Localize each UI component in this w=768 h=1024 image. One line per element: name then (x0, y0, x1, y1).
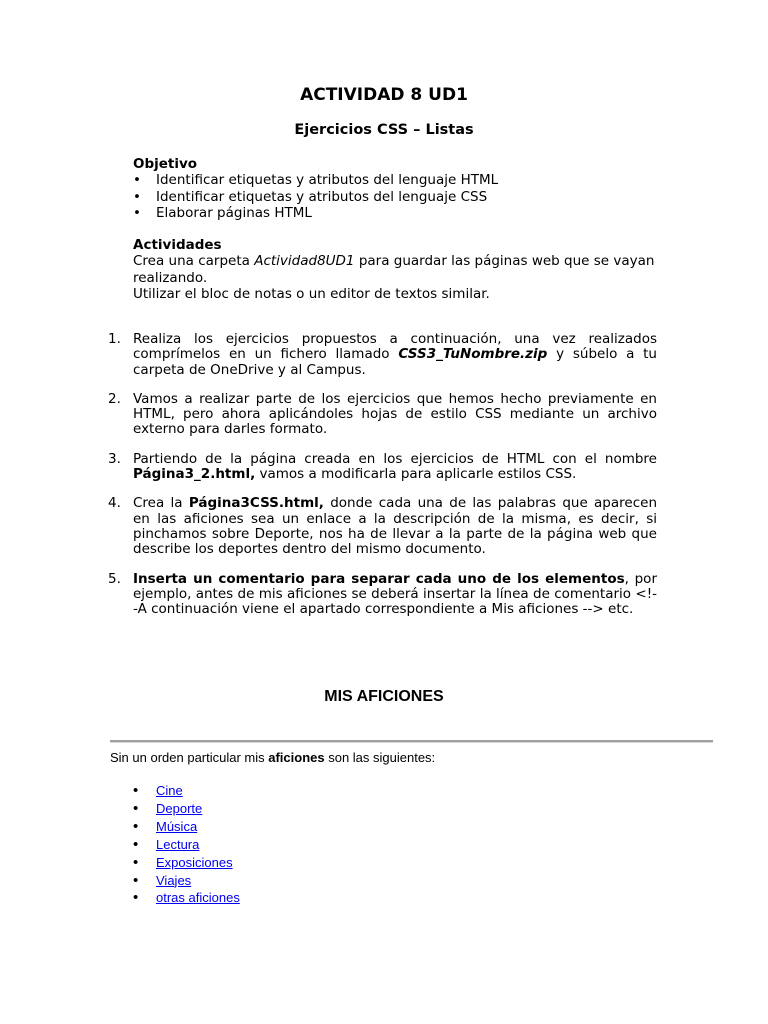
bullet-icon: • (133, 817, 139, 835)
list-item (133, 836, 240, 854)
actividades-note: Utilizar el bloc de notas o un editor de textos similar. (133, 285, 490, 302)
task-list (108, 332, 657, 631)
list-item (133, 782, 240, 800)
task-item-4: 4. Crea la Página3CSS.html, donde cada una de las palabras que aparecen en las aficiones sea un enlace a la descripción de la misma, es decir, si pinchamos sobre Deporte, nos ha de llevar a la parte de la página web que describe los deportes dentro del mismo documento. (108, 495, 657, 558)
bullet-icon: • (133, 871, 139, 889)
bullet-icon: • (133, 889, 139, 907)
task-item-1: 1. Realiza los ejercicios propuestos a continuación, una vez realizados comprímelos en un fichero llamado CSS3_TuNombre.zip y súbelo a tu carpeta de OneDrive y al Campus. (108, 331, 657, 378)
list-item (133, 818, 240, 836)
bullet-icon: • (133, 172, 141, 189)
horizontal-rule (110, 740, 713, 743)
list-item (133, 872, 240, 890)
link-cine[interactable]: Cine (156, 783, 183, 798)
task-item-5: 5. Inserta un comentario para separar cada uno de los elementos, por ejemplo, antes de mis aficiones se deberá insertar la línea de comentario <!--A continuación viene el apartado correspondiente a Mis aficiones --> etc. (108, 570, 657, 618)
list-item (133, 889, 240, 907)
list-item (133, 854, 240, 872)
link-exposiciones[interactable]: Exposiciones (156, 854, 233, 870)
bullet-icon: • (133, 853, 139, 871)
list-item: • Identificar etiquetas y atributos del lenguaje HTML (133, 172, 499, 189)
bullet-icon: • (133, 204, 141, 221)
task-item-2: 2. Vamos a realizar parte de los ejercicios que hemos hecho previamente en HTML, pero ahora aplicándoles hojas de estilo CSS mediante un archivo externo para darles formato. (108, 390, 657, 438)
link-viajes[interactable]: Viajes (156, 872, 192, 888)
example-title: MIS AFICIONES (324, 688, 444, 705)
actividades-section (133, 237, 663, 302)
objetivo-section (133, 156, 663, 221)
objetivo-list (133, 172, 663, 221)
link-lectura[interactable]: Lectura (156, 836, 200, 852)
page-title: ACTIVIDAD 8 UD1 (300, 85, 468, 105)
example-intro: Sin un orden particular mis aficiones son las siguientes: (110, 750, 436, 765)
list-item: • Elaborar páginas HTML (133, 204, 312, 221)
list-item (133, 800, 240, 818)
bullet-icon: • (133, 188, 141, 205)
bullet-icon: • (133, 782, 139, 799)
link-deporte[interactable]: Deporte (156, 800, 203, 816)
page-subtitle: Ejercicios CSS – Listas (294, 122, 474, 138)
bullet-icon: • (133, 799, 139, 817)
list-item: • Identificar etiquetas y atributos del lenguaje CSS (133, 188, 488, 205)
actividades-text: Crea una carpeta Actividad8UD1 para guardar las páginas web que se vayan realizando. (133, 253, 655, 286)
actividades-heading: Actividades (133, 237, 222, 253)
bullet-icon: • (133, 835, 139, 853)
aficiones-list (133, 782, 240, 907)
objetivo-heading: Objetivo (133, 156, 198, 172)
task-item-3: 3. Partiendo de la página creada en los ejercicios de HTML con el nombre Página3_2.html, vamos a modificarla para aplicarle estilos CSS. (108, 450, 657, 483)
link-otras-aficiones[interactable]: otras aficiones (156, 890, 240, 906)
link-musica[interactable]: Música (156, 818, 198, 834)
